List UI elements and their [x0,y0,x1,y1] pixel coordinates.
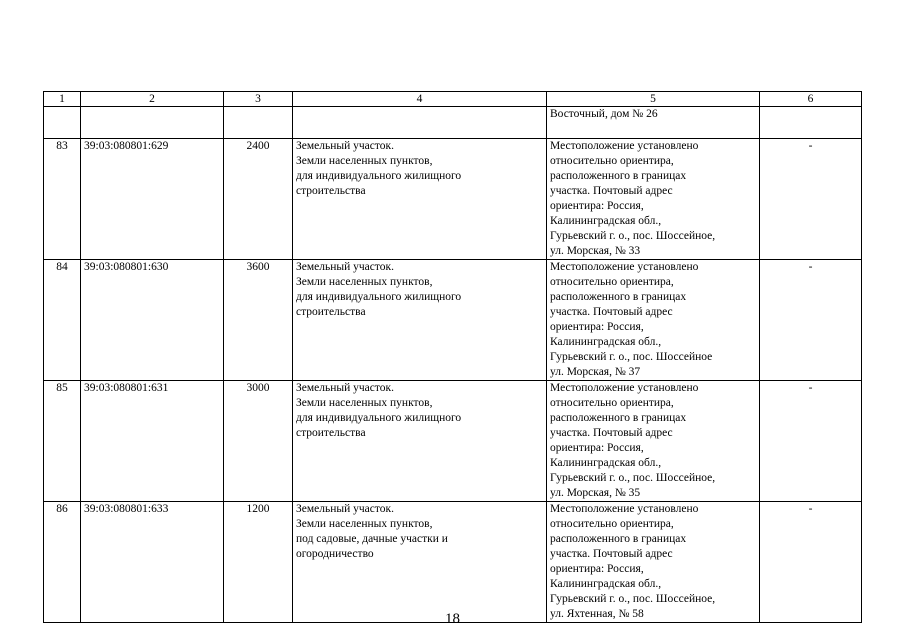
cadastral-number-cell: 39:03:080801:631 [81,381,224,502]
location-line: Гурьевский г. о., пос. Шоссейное, [550,593,716,605]
location-cell [547,139,760,260]
location-cell [547,502,760,623]
location-line: относительно ориентира, [550,397,674,409]
cadastral-number-cell: 39:03:080801:630 [81,260,224,381]
location-line: расположенного в границах [550,291,687,303]
row-number-cell: 84 [44,260,81,381]
location-line: Местоположение установлено [550,382,699,394]
description-line: для индивидуального жилищного [296,291,462,303]
location-line: ориентира: Россия, [550,200,644,212]
description-line: Земельный участок. [296,503,394,515]
location-line: Калининградская обл., [550,457,662,469]
location-line: ориентира: Россия, [550,321,644,333]
description-line: Земли населенных пунктов, [296,155,433,167]
area-cell: 1200 [224,502,293,623]
empty-cell [293,107,547,139]
continuation-row [44,107,862,139]
location-line: Гурьевский г. о., пос. Шоссейное, [550,230,716,242]
description-line: Земли населенных пунктов, [296,518,433,530]
page-number: 18 [445,611,460,627]
location-line: расположенного в границах [550,533,687,545]
location-line: Калининградская обл., [550,215,662,227]
location-line: Калининградская обл., [550,336,662,348]
description-cell [293,260,547,381]
cadastral-number-cell: 39:03:080801:629 [81,139,224,260]
location-line: относительно ориентира, [550,518,674,530]
area-cell: 2400 [224,139,293,260]
description-line: Земельный участок. [296,382,394,394]
description-cell [293,502,547,623]
row-number-cell: 85 [44,381,81,502]
description-line: Земли населенных пунктов, [296,276,433,288]
table-row [44,139,862,260]
location-cell [547,107,760,139]
table-row [44,381,862,502]
location-cell [547,381,760,502]
location-line: Гурьевский г. о., пос. Шоссейное, [550,472,716,484]
header-cell: 5 [547,92,760,107]
empty-cell [224,107,293,139]
location-line: ул. Морская, № 35 [550,487,641,499]
land-plots-table [43,91,862,623]
header-cell: 1 [44,92,81,107]
location-line: относительно ориентира, [550,276,674,288]
empty-cell [81,107,224,139]
location-line: ориентира: Россия, [550,442,644,454]
location-cell [547,260,760,381]
header-cell: 2 [81,92,224,107]
location-line: ул. Морская, № 37 [550,366,641,378]
description-cell [293,381,547,502]
table-header-row [44,92,862,107]
description-line: для индивидуального жилищного [296,412,462,424]
location-line: участка. Почтовый адрес [550,427,673,439]
description-cell [293,139,547,260]
notes-cell: - [760,381,862,502]
location-line: участка. Почтовый адрес [550,185,673,197]
area-cell: 3000 [224,381,293,502]
table-row [44,502,862,623]
location-line: Калининградская обл., [550,578,662,590]
location-line: участка. Почтовый адрес [550,548,673,560]
notes-cell: - [760,502,862,623]
row-number-cell: 83 [44,139,81,260]
description-line: Земельный участок. [296,261,394,273]
area-cell: 3600 [224,260,293,381]
table-row [44,260,862,381]
description-line: для индивидуального жилищного [296,170,462,182]
header-cell: 6 [760,92,862,107]
location-line: расположенного в границах [550,412,687,424]
description-line: огородничество [296,548,374,560]
description-line: Земли населенных пунктов, [296,397,433,409]
location-line: Местоположение установлено [550,261,699,273]
description-line: Земельный участок. [296,140,394,152]
location-line: ул. Морская, № 33 [550,245,641,257]
row-number-cell: 86 [44,502,81,623]
notes-cell: - [760,260,862,381]
notes-cell: - [760,139,862,260]
description-line: строительства [296,185,366,197]
location-line: участка. Почтовый адрес [550,306,673,318]
location-line: Местоположение установлено [550,140,699,152]
location-line: относительно ориентира, [550,155,674,167]
empty-cell [44,107,81,139]
location-line: Гурьевский г. о., пос. Шоссейное [550,351,713,363]
location-line: Местоположение установлено [550,503,699,515]
cadastral-number-cell: 39:03:080801:633 [81,502,224,623]
location-line: ул. Яхтенная, № 58 [550,608,644,620]
location-line: Восточный, дом № 26 [550,108,658,120]
description-line: под садовые, дачные участки и [296,533,448,545]
description-line: строительства [296,427,366,439]
header-cell: 4 [293,92,547,107]
description-line: строительства [296,306,366,318]
empty-cell [760,107,862,139]
location-line: ориентира: Россия, [550,563,644,575]
location-line: расположенного в границах [550,170,687,182]
header-cell: 3 [224,92,293,107]
